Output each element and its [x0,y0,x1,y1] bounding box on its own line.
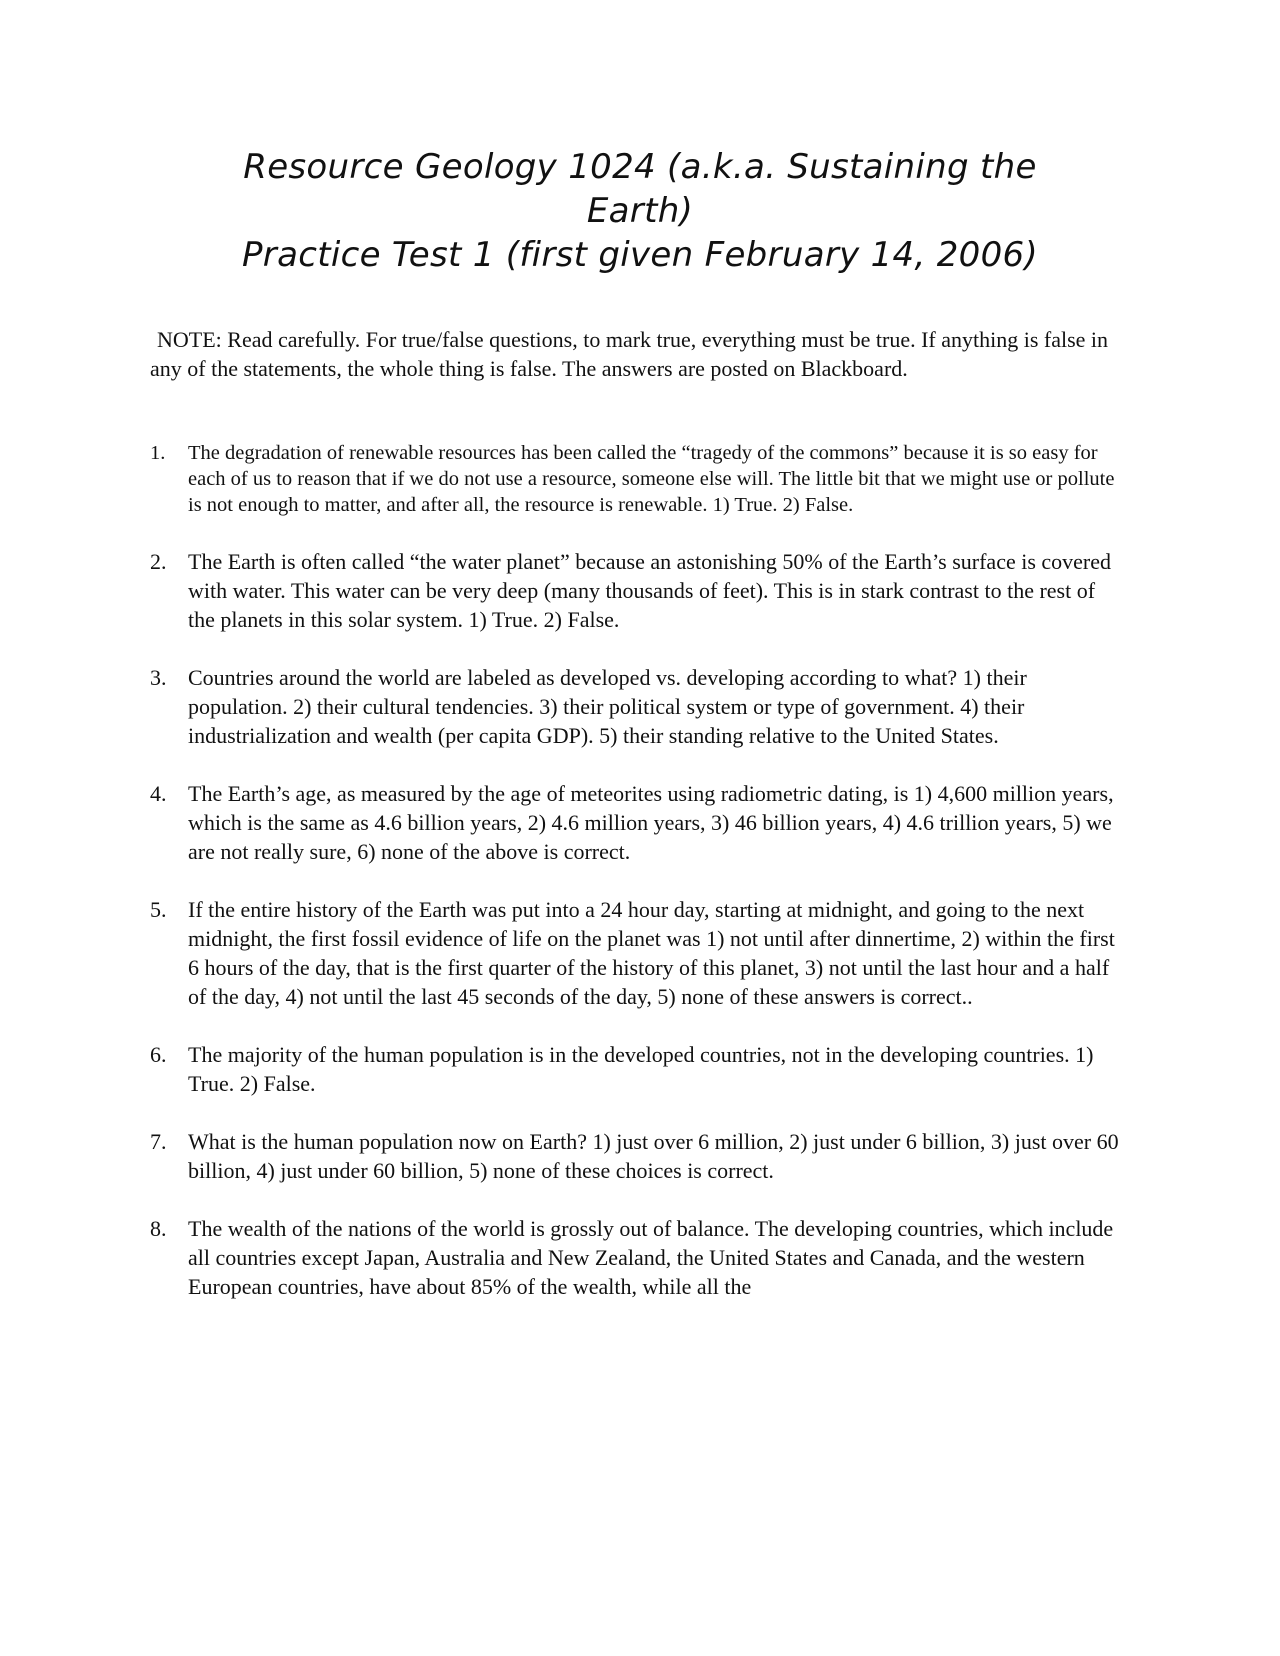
instructions-note: NOTE: Read carefully. For true/false questions, to mark true, everything must be true. If anything is false in any of the statements, the whole thing is false. The answers are posted on Blackboard. [150,327,1109,381]
document-title [150,145,1130,277]
title-line-1: Resource Geology 1024 (a.k.a. Sustaining the [243,147,1037,187]
question-number: 8. [150,1216,167,1241]
question-number: 5. [150,897,167,922]
question-item [150,547,1122,634]
question-text: The majority of the human population is in the developed countries, not in the developing countries. 1) True. 2) False. [188,1042,1094,1096]
question-text: The wealth of the nations of the world is grossly out of balance. The developing countries, which include all countries except Japan, Australia and New Zealand, the United States and Canada, and the western European countries, have about 85% of the wealth, while all the [188,1216,1114,1299]
question-number: 4. [150,781,167,806]
question-number: 2. [150,549,167,574]
question-item [150,663,1122,750]
question-number: 7. [150,1129,167,1154]
title-line-2: Earth) [586,191,694,231]
question-text: What is the human population now on Earth? 1) just over 6 million, 2) just under 6 billion, 3) just over 60 billion, 4) just under 60 billion, 5) none of these choices is correct. [188,1129,1119,1183]
question-item [150,440,1122,518]
question-text: The Earth’s age, as measured by the age of meteorites using radiometric dating, is 1) 4,600 million years, which is the same as 4.6 billion years, 2) 4.6 million years, 3) 46 billion years, 4) 4.6 trillion years, 5) we are not really sure, 6) none of the above is correct. [188,781,1114,864]
question-number: 1. [150,442,166,464]
question-list [150,440,1122,1330]
question-text: Countries around the world are labeled as developed vs. developing according to what? 1) their population. 2) their cultural tendencies. 3) their political system or type of government. 4) their industrialization and wealth (per capita GDP). 5) their standing relative to the United States. [188,665,1027,748]
question-item [150,779,1122,866]
question-item [150,1127,1122,1185]
question-number: 6. [150,1042,167,1067]
question-text: The Earth is often called “the water planet” because an astonishing 50% of the Earth’s surface is covered with water. This water can be very deep (many thousands of feet). This is in stark contrast to the rest of the planets in this solar system. 1) True. 2) False. [188,549,1112,632]
title-line-3: Practice Test 1 (first given February 14, 2006) [241,235,1039,275]
question-item [150,1214,1122,1301]
question-text: The degradation of renewable resources has been called the “tragedy of the commons” because it is so easy for each of us to reason that if we do not use a resource, someone else will. The little bit that we might use or pollute is not enough to matter, and after all, the resource is renewable. 1) True. 2) False. [188,442,1115,516]
question-number: 3. [150,665,167,690]
question-text: If the entire history of the Earth was put into a 24 hour day, starting at midnight, and going to the next midnight, the first fossil evidence of life on the planet was 1) not until after dinnertime, 2) within the first 6 hours of the day, that is the first quarter of the history of this planet, 3) not until the last hour and a half of the day, 4) not until the last 45 seconds of the day, 5) none of these answers is correct.. [188,897,1115,1009]
question-item [150,1040,1122,1098]
question-item [150,895,1122,1011]
